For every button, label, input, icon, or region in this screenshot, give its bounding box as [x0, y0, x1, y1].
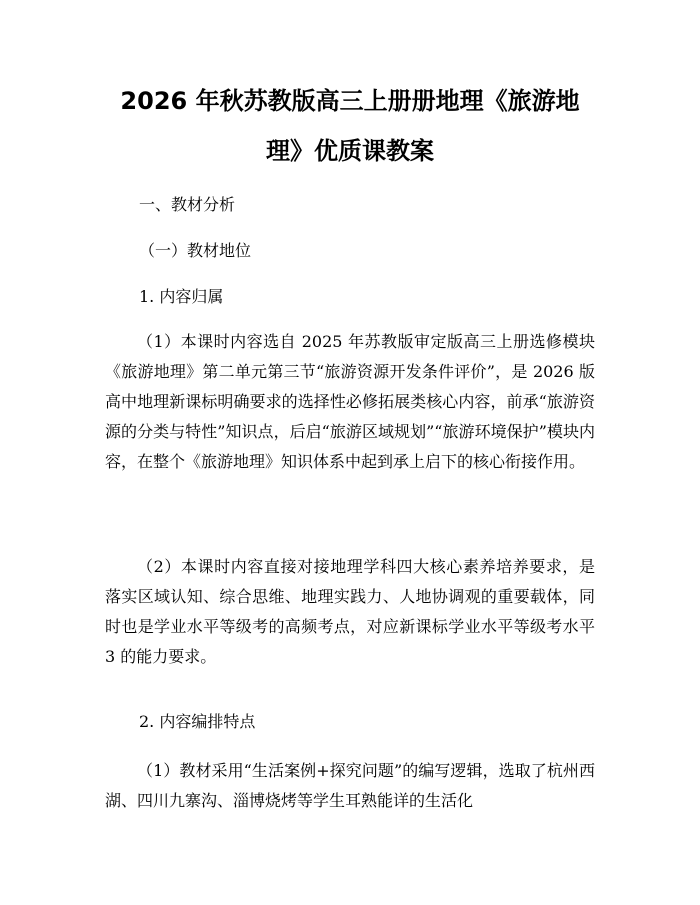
- document-title-line-1: 2026 年秋苏教版高三上册册地理《旅游地: [120, 87, 580, 115]
- item-heading-2: 2. 内容编排特点: [139, 712, 256, 731]
- subsection-heading-1: （一）教材地位: [139, 241, 252, 260]
- paragraph-3: （1）教材采用“生活案例+探究问题”的编写逻辑，选取了杭州西湖、四川九寨沟、淄博烧烤等学生耳熟能详的生活化: [105, 761, 595, 810]
- item-heading-1: 1. 内容归属: [139, 287, 224, 306]
- section-heading-1: 一、教材分析: [139, 195, 236, 214]
- paragraph-2: （2）本课时内容直接对接地理学科四大核心素养培养要求，是落实区域认知、综合思维、地理实践力、人地协调观的重要载体，同时也是学业水平等级考的高频考点，对应新课标学业水平等级考水平 3 的能力要求。: [105, 557, 595, 666]
- paragraph-1: （1）本课时内容选自 2025 年苏教版审定版高三上册选修模块《旅游地理》第二单元第三节“旅游资源开发条件评价”，是 2026 版高中地理新课标明确要求的选择性必修拓展类核心内容，前承“旅游资源的分类与特性”知识点，后启“旅游区域规划”“旅游环境保护”模块内容，在整个《旅游地理》知识体系中起到承上启下的核心衔接作用。: [105, 332, 595, 471]
- document-title-line-2: 理》优质课教案: [266, 137, 434, 165]
